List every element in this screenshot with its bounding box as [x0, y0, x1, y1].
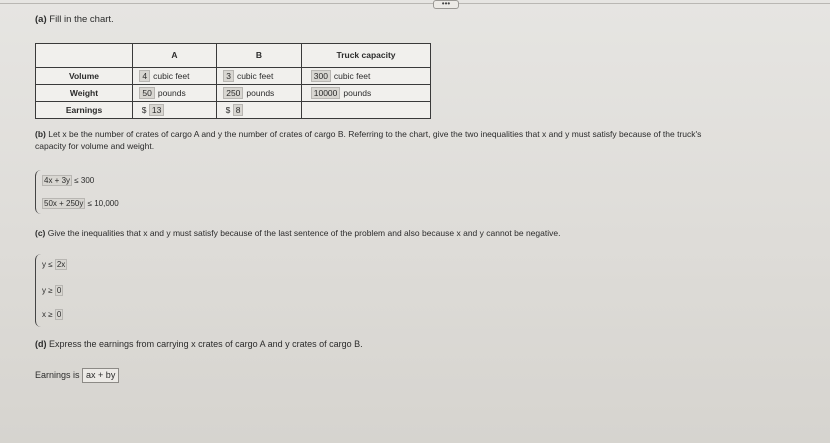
earnings-prefix: Earnings is [35, 370, 80, 380]
row-label-weight: Weight [36, 85, 133, 102]
part-b-text: Let x be the number of crates of cargo A and y the number of crates of cargo B. Referring to the chart, give the two inequalities that x and y must satisfy because of the truck's [48, 129, 702, 139]
unit-label: cubic feet [333, 71, 371, 81]
cell-volume-capacity [302, 68, 431, 85]
answer-input-ineq-c3[interactable]: 0 [56, 310, 62, 319]
answer-input-volume-a[interactable]: 4 [139, 70, 150, 82]
answer-input-ineq-c2[interactable]: 0 [56, 286, 62, 295]
answer-input-earnings-b[interactable]: 8 [233, 104, 244, 116]
inequality-rhs: ≤ 10,000 [87, 199, 119, 208]
cell-weight-a [133, 85, 217, 102]
answer-input-ineq-weight[interactable]: 50x + 250y [44, 199, 84, 208]
answer-input-weight-a[interactable]: 50 [139, 87, 154, 99]
chart-header-capacity: Truck capacity [302, 44, 431, 68]
part-d-text: Express the earnings from carrying x crates of cargo A and y crates of cargo B. [49, 339, 363, 349]
chart-header-row [36, 44, 431, 68]
system-brace-b [35, 170, 42, 214]
part-b-text-line1 [35, 129, 701, 139]
dollar-sign: $ [225, 105, 231, 115]
top-divider [0, 3, 830, 4]
cell-weight-b [216, 85, 301, 102]
chart-row-volume [36, 68, 431, 85]
unit-label: pounds [246, 88, 275, 98]
unit-label: cubic feet [153, 71, 190, 81]
inequality-lhs: y ≤ [42, 260, 53, 269]
cell-earnings-capacity [302, 102, 431, 119]
cell-weight-capacity [302, 85, 431, 102]
part-b-inequality-1 [42, 175, 94, 186]
part-c-inequality-3 [42, 309, 63, 320]
inequality-rhs: ≤ 300 [74, 176, 95, 185]
inequality-lhs: y ≥ [42, 286, 53, 295]
part-d-label: (d) [35, 339, 47, 349]
top-bar [0, 0, 830, 8]
part-c-text: Give the inequalities that x and y must satisfy because of the last sentence of the problem and also because x and y cannot be negative. [47, 228, 561, 238]
cell-volume-b [216, 68, 301, 85]
more-options-button[interactable]: ••• [433, 0, 459, 9]
part-d-answer-line [35, 368, 119, 383]
answer-input-volume-capacity[interactable]: 300 [311, 70, 331, 82]
dollar-sign: $ [141, 105, 147, 115]
unit-label: pounds [157, 88, 186, 98]
part-c-inequality-2 [42, 285, 63, 296]
unit-label: cubic feet [236, 71, 274, 81]
part-c-text-line [35, 228, 560, 238]
answer-input-weight-b[interactable]: 250 [223, 87, 243, 99]
chart-header-a: A [133, 44, 217, 68]
part-b-label: (b) [35, 129, 46, 139]
chart-header-b: B [216, 44, 301, 68]
answer-input-earnings-a[interactable]: 13 [149, 104, 164, 116]
part-a-label: (a) [35, 14, 47, 25]
part-b-inequality-2 [42, 198, 119, 209]
part-c-inequality-1 [42, 259, 67, 270]
row-label-earnings: Earnings [36, 102, 133, 119]
part-a-text: Fill in the chart. [49, 14, 114, 25]
inequality-lhs: x ≥ [42, 310, 53, 319]
cell-earnings-b [216, 102, 301, 119]
cell-earnings-a [133, 102, 217, 119]
chart-row-weight [36, 85, 431, 102]
part-d-text-line [35, 339, 363, 349]
part-b-text-line2: capacity for volume and weight. [35, 141, 155, 151]
chart-corner-cell [36, 44, 133, 68]
part-a-prompt [35, 14, 114, 25]
cell-volume-a [133, 68, 217, 85]
row-label-volume: Volume [36, 68, 133, 85]
answer-input-ineq-c1[interactable]: 2x [56, 260, 66, 269]
answer-input-ineq-volume[interactable]: 4x + 3y [44, 176, 71, 185]
system-brace-c [35, 254, 42, 327]
chart-row-earnings [36, 102, 431, 119]
answer-input-earnings-expression[interactable]: ax + by [82, 368, 119, 383]
cargo-chart [35, 43, 431, 119]
answer-input-volume-b[interactable]: 3 [223, 70, 234, 82]
answer-input-weight-capacity[interactable]: 10000 [311, 87, 341, 99]
part-c-label: (c) [35, 228, 46, 238]
unit-label: pounds [343, 88, 372, 98]
